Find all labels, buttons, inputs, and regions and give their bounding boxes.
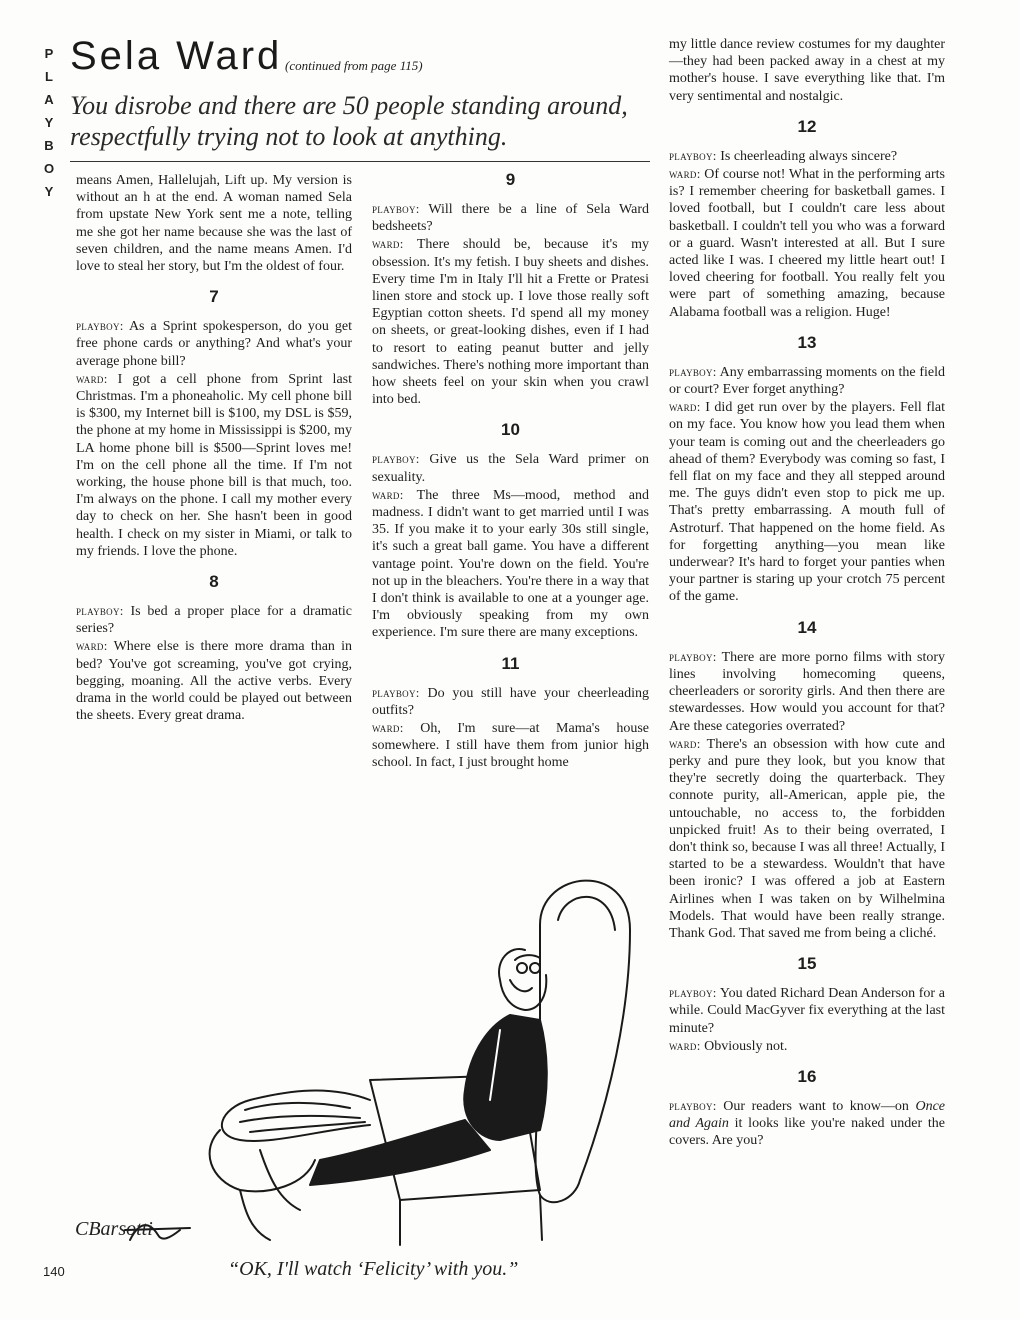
question: playboy: Do you still have your cheerleading outfits? bbox=[372, 684, 650, 718]
question-number: 13 bbox=[797, 332, 817, 352]
continued-note: (continued from page 115) bbox=[285, 58, 423, 73]
paragraph: my little dance review costumes for my daughter—they had been packed away in a chest at my mother's house. I save everything like that. I'm very sentimental and nostalgic. bbox=[669, 37, 945, 104]
answer: ward: There should be, because it's my obsession. It's my fetish. I buy sheets and dishes. Every time I'm in Italy I'll hit a Frette or Pratesi linen store and stock up. I love those really soft Egyptian cotton sheets. I'd spend all my money on sheets, or great-looking dishes, even if I had to resort to eating peanut butter and jelly sandwiches. There's nothing more important than how sheets feel on your skin when you crawl into bed. bbox=[372, 236, 649, 408]
question-number: 14 bbox=[797, 617, 817, 637]
question-number: 9 bbox=[505, 170, 516, 189]
column-2 bbox=[372, 170, 649, 772]
question-number: 11 bbox=[501, 653, 520, 673]
answer: ward: There's an obsession with how cute and perky and pure they look, but you know that they're secretly doing the quarterback. They connote purity, all-American, apple pie, the untouchable, no access to, the forbidden unpicked fruit! As to their being overrated, I don't think so, because I was all three! Actually, I started to be a stewardess. Wouldn't that have been ironic? I was offered a job at Eastern Airlines when I was taken on by Wilhelmina Models. That would have been really strange. Thank God. That saved me from being a cliché. bbox=[669, 735, 945, 941]
woman-body bbox=[210, 1130, 315, 1191]
question: playboy: Is bed a proper place for a dramatic series? bbox=[76, 603, 353, 637]
page-number: 140 bbox=[43, 1264, 65, 1279]
question: playboy: Our readers want to know—on Once and Again it looks like you're naked under the covers. Are you? bbox=[669, 1097, 946, 1149]
question: playboy: There are more porno films with story lines involving homecoming queens, cheerleaders or sorority girls. And then there are stewardesses. How would you account for that? Are these categories overrated? bbox=[669, 648, 946, 734]
man-body bbox=[464, 1015, 547, 1140]
answer: ward: The three Ms—mood, method and madness. I didn't want to get married until I was 35. If you make it to your early 30s still single, it's such a great ball game. You have a different vantage point. You're down on the field. You're not up in the bleachers. You're there in a way that I don't think is available to one at a younger age. I'm obviously speaking from my own experience. I'm sure there are many exceptions. bbox=[372, 486, 649, 641]
answer: ward: Where else is there more drama than in bed? You've got screaming, you've got crying, begging, moaning. All the active verbs. Every drama in the world could be played out between the sheets. Every great drama. bbox=[76, 638, 352, 724]
question-number: 7 bbox=[209, 287, 219, 307]
cartoon-illustration bbox=[70, 850, 660, 1250]
answer: ward: I got a cell phone from Sprint last Christmas. I'm a phoneaholic. My cell phone bill is $300, my Internet bill is $100, my DSL is $59, the phone at my home in Mississippi is $200, my LA home phone bill is $500—Sprint loves me! I'm on the cell phone all the time. If I'm not working, the house phone bill is that much, too. I'm always on the phone. I call my mother every day to check on her. She hasn't been in good health. I check on my sister in Miami, or talk to my friends. I love the phone. bbox=[76, 370, 353, 559]
cartoon-caption: “OK, I'll watch ‘Felicity’ with you.” bbox=[228, 1258, 519, 1280]
column-1 bbox=[76, 172, 352, 724]
answer: ward: Oh, I'm sure—at Mama's house somewhere. I still have them from junior high school. In fact, I just brought home bbox=[372, 720, 650, 771]
question: playboy: Will there be a line of Sela Ward bedsheets? bbox=[372, 201, 649, 235]
magazine-vertical-masthead: P L A Y B O Y bbox=[43, 46, 55, 199]
question-number: 15 bbox=[797, 954, 817, 974]
question: playboy: Is cheerleading always sincere? bbox=[669, 147, 898, 164]
question-number: 10 bbox=[501, 420, 520, 440]
question: playboy: You dated Richard Dean Anderson for a while. Could MacGyver fix everything at the last minute? bbox=[669, 985, 945, 1036]
answer: ward: I did get run over by the players. Fell flat on my face. You know how you lead them when your team is coming out and the cheerleaders go ahead of them? Everybody was coming so fast, I fell flat on my face and they all stepped around me. The guys didn't even stop to pick me up. That's pretty embarrassing. A mouth full of Astroturf. That happened on the home field. As for forgetting anything—you mean like underwear? It's hard to forget your panties when your partner is staring up your crotch 75 percent of the game. bbox=[669, 399, 945, 605]
answer: ward: Of course not! What in the performing arts is? I remember cheering for basketball games. I loved football, but I couldn't care less about basketball. I couldn't tell you who was a forward or a guard. Wasn't interested at all. But I sure acted like I was. I cheered my little heart out! I loved cheering for football. You really felt you were part of something amazing, because Alabama football was a religion. Huge! bbox=[669, 166, 945, 320]
question: playboy: Give us the Sela Ward primer on sexuality. bbox=[372, 451, 650, 485]
article-title: Sela Ward bbox=[70, 34, 283, 78]
question-number: 12 bbox=[797, 116, 817, 136]
question: playboy: As a Sprint spokesperson, do you get free phone cards or anything? And what's your average phone bill? bbox=[76, 318, 352, 369]
pull-quote: You disrobe and there are 50 people standing around, respectfully trying not to look at anything. bbox=[70, 91, 628, 151]
column-3 bbox=[669, 36, 945, 1150]
question: playboy: Any embarrassing moments on the field or court? Ever forget anything? bbox=[669, 363, 945, 398]
paragraph: means Amen, Hallelujah, Lift up. My version is without an h at the end. A woman named Sela from upstate New York sent me a note, telling me she got her name because she was the last of seven children, and the name means Amen. I'd love to steal her story, but I'm the oldest of four. bbox=[76, 173, 352, 275]
header-rule bbox=[70, 161, 650, 162]
question-number: 16 bbox=[797, 1066, 817, 1086]
answer: ward: Obviously not. bbox=[669, 1037, 788, 1054]
cartoonist-signature: CBarsotti bbox=[75, 1218, 153, 1240]
question-number: 8 bbox=[209, 572, 219, 592]
